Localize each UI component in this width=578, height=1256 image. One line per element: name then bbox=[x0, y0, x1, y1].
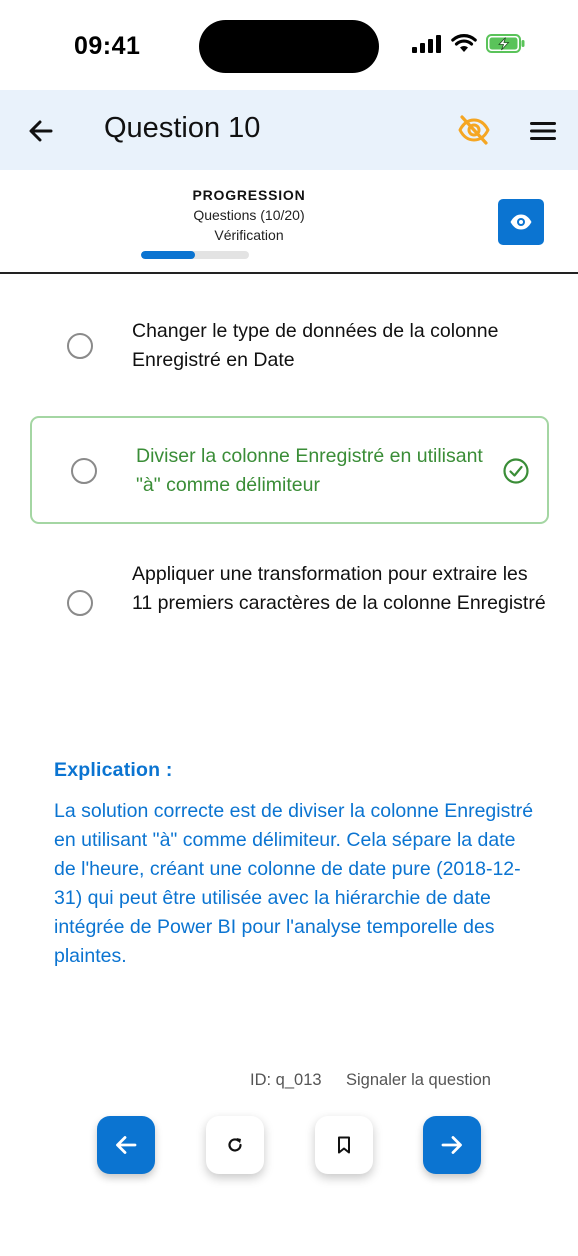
question-id: ID: q_013 bbox=[250, 1071, 322, 1089]
answer-option-1[interactable] bbox=[30, 305, 549, 390]
radio-button[interactable] bbox=[67, 333, 93, 359]
arrow-left-icon bbox=[113, 1132, 139, 1158]
page-title: Question 10 bbox=[104, 112, 261, 144]
menu-button[interactable] bbox=[524, 112, 562, 150]
progress-title: PROGRESSION bbox=[192, 187, 306, 203]
battery-charging-icon bbox=[486, 34, 526, 53]
next-question-button[interactable] bbox=[423, 1116, 481, 1174]
progress-header bbox=[0, 170, 578, 274]
answer-option-3[interactable] bbox=[30, 550, 549, 660]
progress-mode: Vérification bbox=[214, 227, 284, 243]
progress-bar-fill bbox=[141, 251, 195, 259]
explanation-title: Explication : bbox=[54, 759, 173, 781]
radio-button[interactable] bbox=[67, 590, 93, 616]
radio-button[interactable] bbox=[71, 458, 97, 484]
reset-question-button[interactable] bbox=[206, 1116, 264, 1174]
report-question-link[interactable]: Signaler la question bbox=[346, 1071, 491, 1089]
eye-off-icon bbox=[457, 113, 491, 147]
explanation-text: La solution correcte est de diviser la colonne Enregistré en utilisant "à" comme délimiteur. Cela sépare la date de l'heure, créant une colonne de date pure (2018-12-31) qui peut être utilisée avec la hiérarchie de date intégrée de Power BI pour l'analyse temporelle des plaintes. bbox=[54, 800, 534, 967]
hamburger-menu-icon bbox=[529, 120, 557, 142]
arrow-left-icon bbox=[27, 117, 55, 145]
wifi-icon bbox=[451, 34, 477, 53]
progress-count: Questions (10/20) bbox=[193, 207, 305, 223]
check-circle-icon bbox=[502, 457, 530, 485]
status-icons bbox=[412, 34, 526, 53]
status-time: 09:41 bbox=[74, 32, 141, 60]
status-bar bbox=[0, 0, 578, 90]
eye-icon bbox=[509, 210, 533, 234]
answer-option-2-correct[interactable] bbox=[30, 416, 549, 524]
answer-option-text: Diviser la colonne Enregistré en utilisant "à" comme délimiteur bbox=[136, 445, 483, 496]
show-answers-button[interactable] bbox=[498, 199, 544, 245]
app-bar bbox=[0, 90, 578, 170]
back-button[interactable] bbox=[22, 112, 60, 150]
bookmark-button[interactable] bbox=[315, 1116, 373, 1174]
arrow-right-icon bbox=[439, 1132, 465, 1158]
progress-bar bbox=[141, 251, 249, 259]
previous-question-button[interactable] bbox=[97, 1116, 155, 1174]
answer-option-text: Appliquer une transformation pour extraire les 11 premiers caractères de la colonne Enregistré bbox=[132, 563, 546, 614]
signal-icon bbox=[412, 35, 442, 53]
hide-answers-button[interactable] bbox=[454, 110, 494, 150]
refresh-icon bbox=[225, 1135, 245, 1155]
bookmark-icon bbox=[335, 1135, 353, 1155]
answer-option-text: Changer le type de données de la colonne Enregistré en Date bbox=[132, 320, 499, 371]
dynamic-island bbox=[199, 20, 379, 73]
